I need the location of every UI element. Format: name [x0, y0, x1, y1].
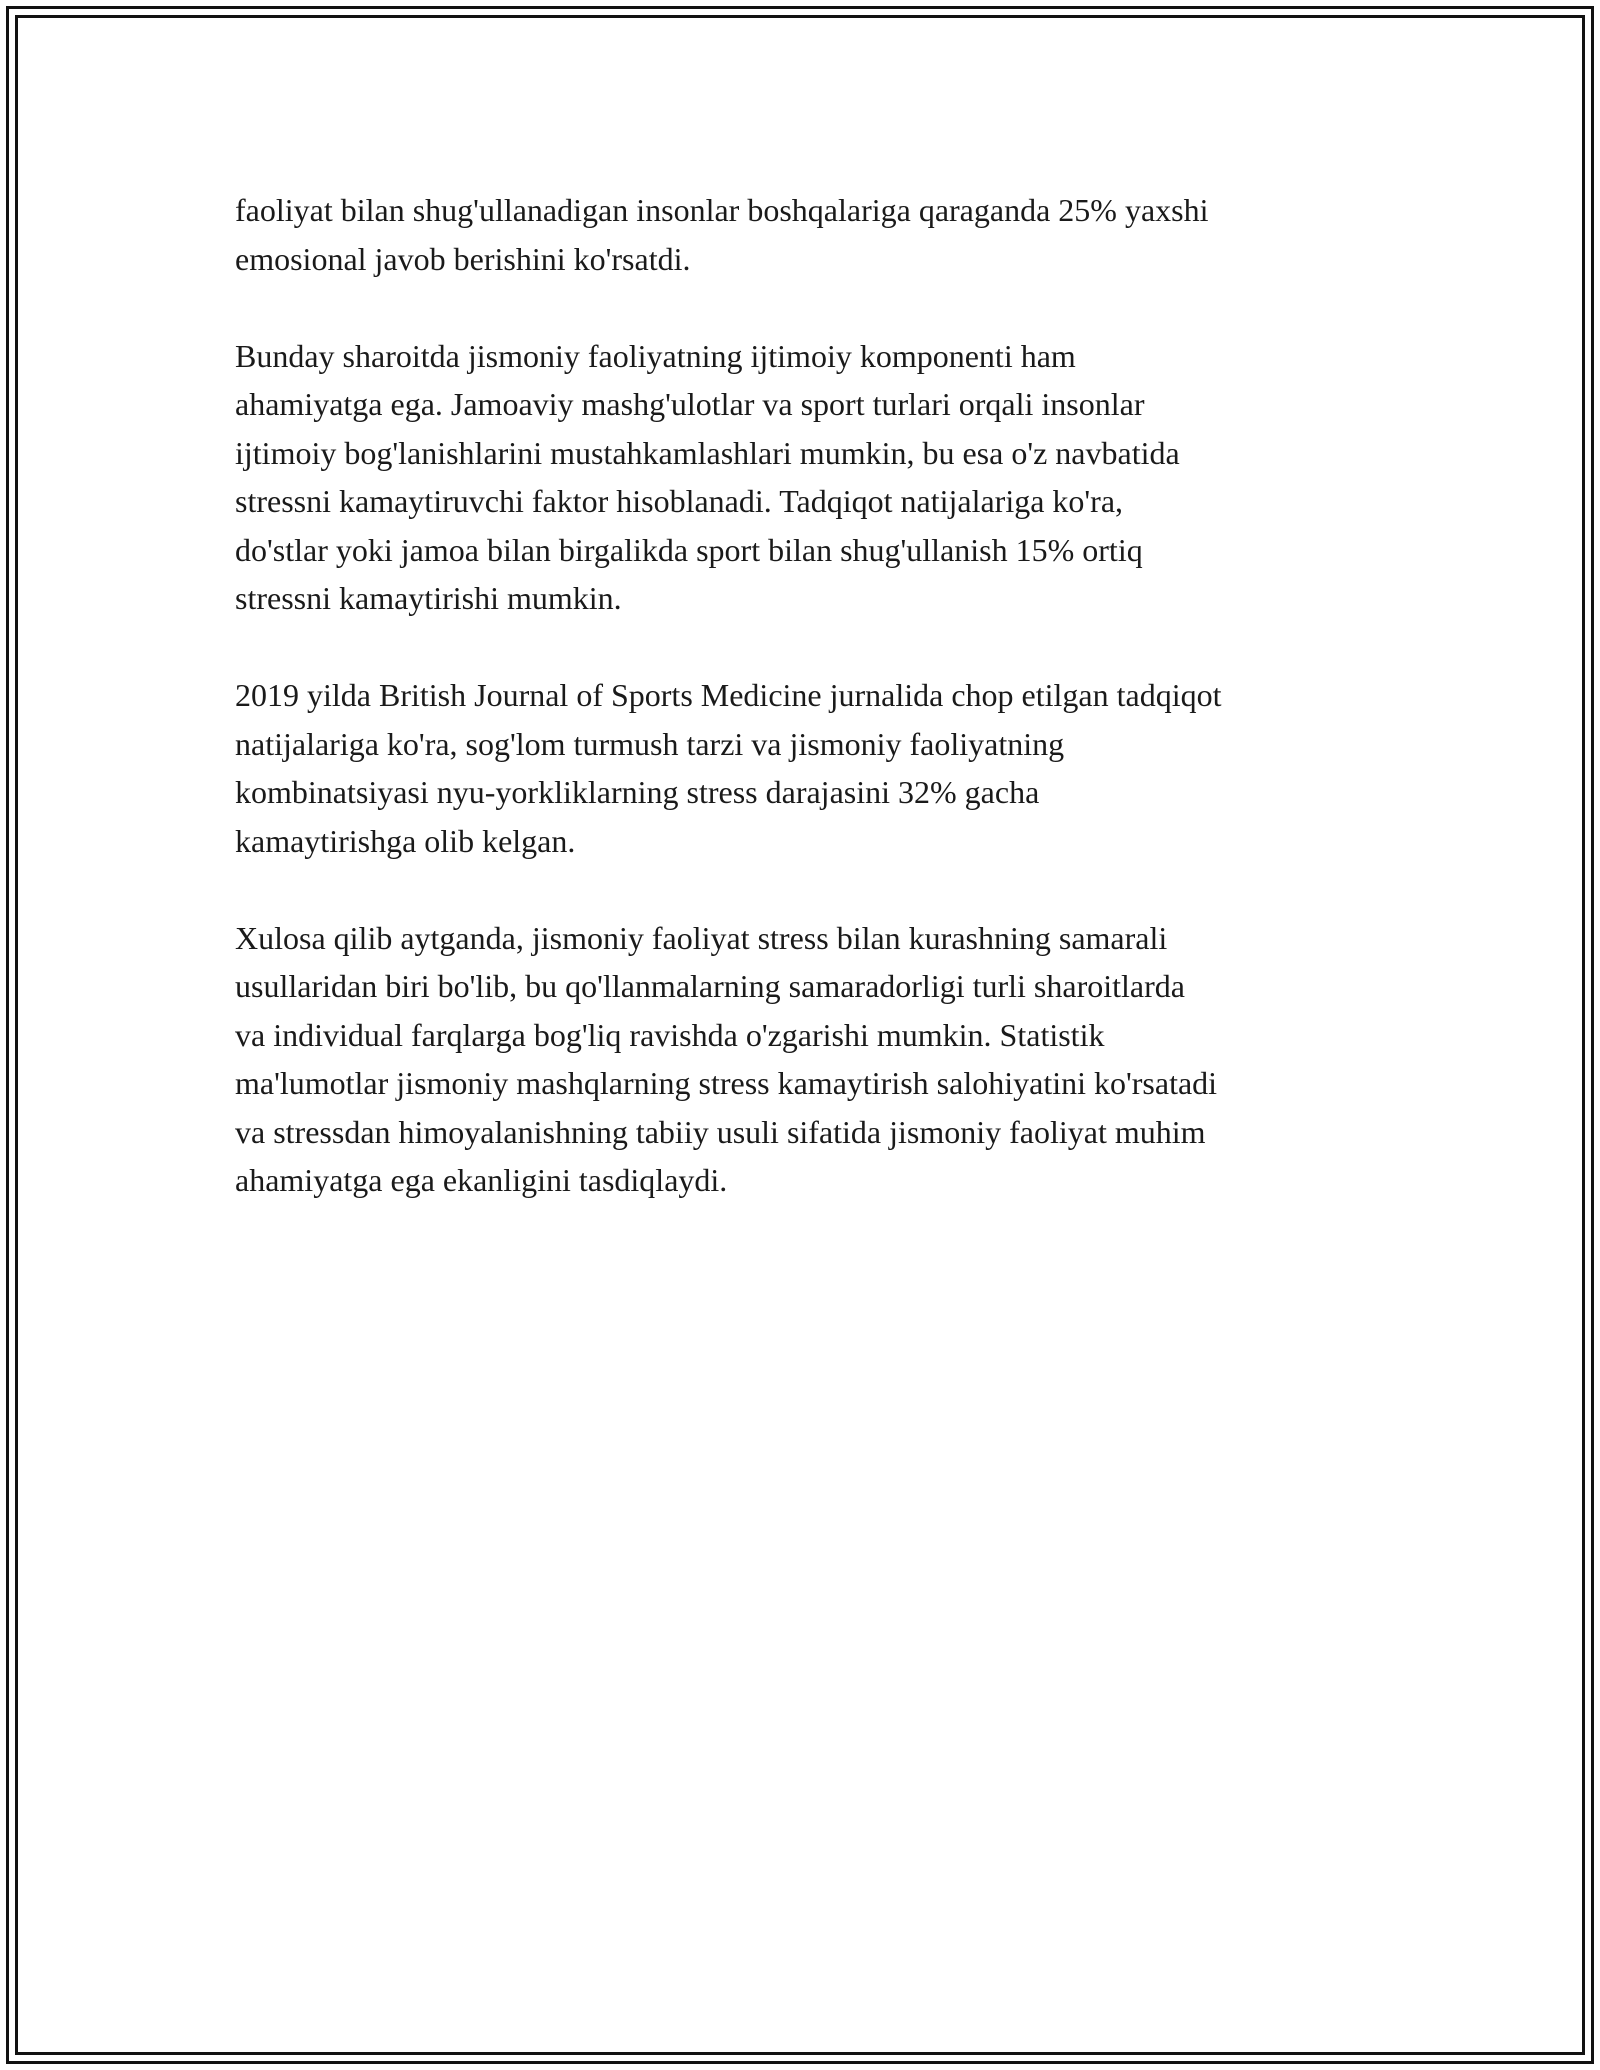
text-line: natijalariga ko'ra, sog'lom turmush tarzi va jismoniy faoliyatning [235, 725, 1065, 762]
paragraph-2 [235, 332, 1395, 623]
paragraph-1 [235, 186, 1395, 283]
paragraph-3 [235, 671, 1395, 865]
text-line: kombinatsiyasi nyu-yorkliklarning stress darajasini 32% gacha [235, 774, 1040, 810]
text-line: ma'lumotlar jismoniy mashqlarning stress kamaytirish salohiyatini ko'rsatadi [235, 1065, 1218, 1101]
text-line: stressni kamaytiruvchi faktor hisoblanadi. Tadqiqot natijalariga ko'ra, [235, 483, 1124, 519]
text-line: stressni kamaytirishi mumkin. [235, 580, 622, 616]
text-line: ahamiyatga ega ekanligini tasdiqlaydi. [235, 1162, 728, 1198]
text-line: emosional javob berishini ko'rsatdi. [235, 240, 691, 277]
document-body [235, 186, 1395, 1253]
text-line: ahamiyatga ega. Jamoaviy mashg'ulotlar va sport turlari orqali insonlar [235, 386, 1145, 422]
text-line: ijtimoiy bog'lanishlarini mustahkamlashlari mumkin, bu esa o'z navbatida [235, 434, 1180, 471]
paragraph-4 [235, 914, 1395, 1205]
text-line: usullaridan biri bo'lib, bu qo'llanmalarning samaradorligi turli sharoitlarda [235, 968, 1185, 1004]
text-line: Xulosa qilib aytganda, jismoniy faoliyat stress bilan kurashning samarali [235, 919, 1168, 956]
text-line: Bunday sharoitda jismoniy faoliyatning ijtimoiy komponenti ham [235, 337, 1076, 374]
text-line: va individual farqlarga bog'liq ravishda o'zgarishi mumkin. Statistik [235, 1016, 1105, 1053]
text-line: 2019 yilda British Journal of Sports Medicine jurnalida chop etilgan tadqiqot [235, 677, 1222, 713]
text-line: kamaytirishga olib kelgan. [235, 822, 576, 859]
text-line: do'stlar yoki jamoa bilan birgalikda sport bilan shug'ullanish 15% ortiq [235, 531, 1143, 568]
text-line: va stressdan himoyalanishning tabiiy usuli sifatida jismoniy faoliyat muhim [235, 1113, 1206, 1150]
text-line: faoliyat bilan shug'ullanadigan insonlar boshqalariga qaraganda 25% yaxshi [235, 192, 1209, 228]
